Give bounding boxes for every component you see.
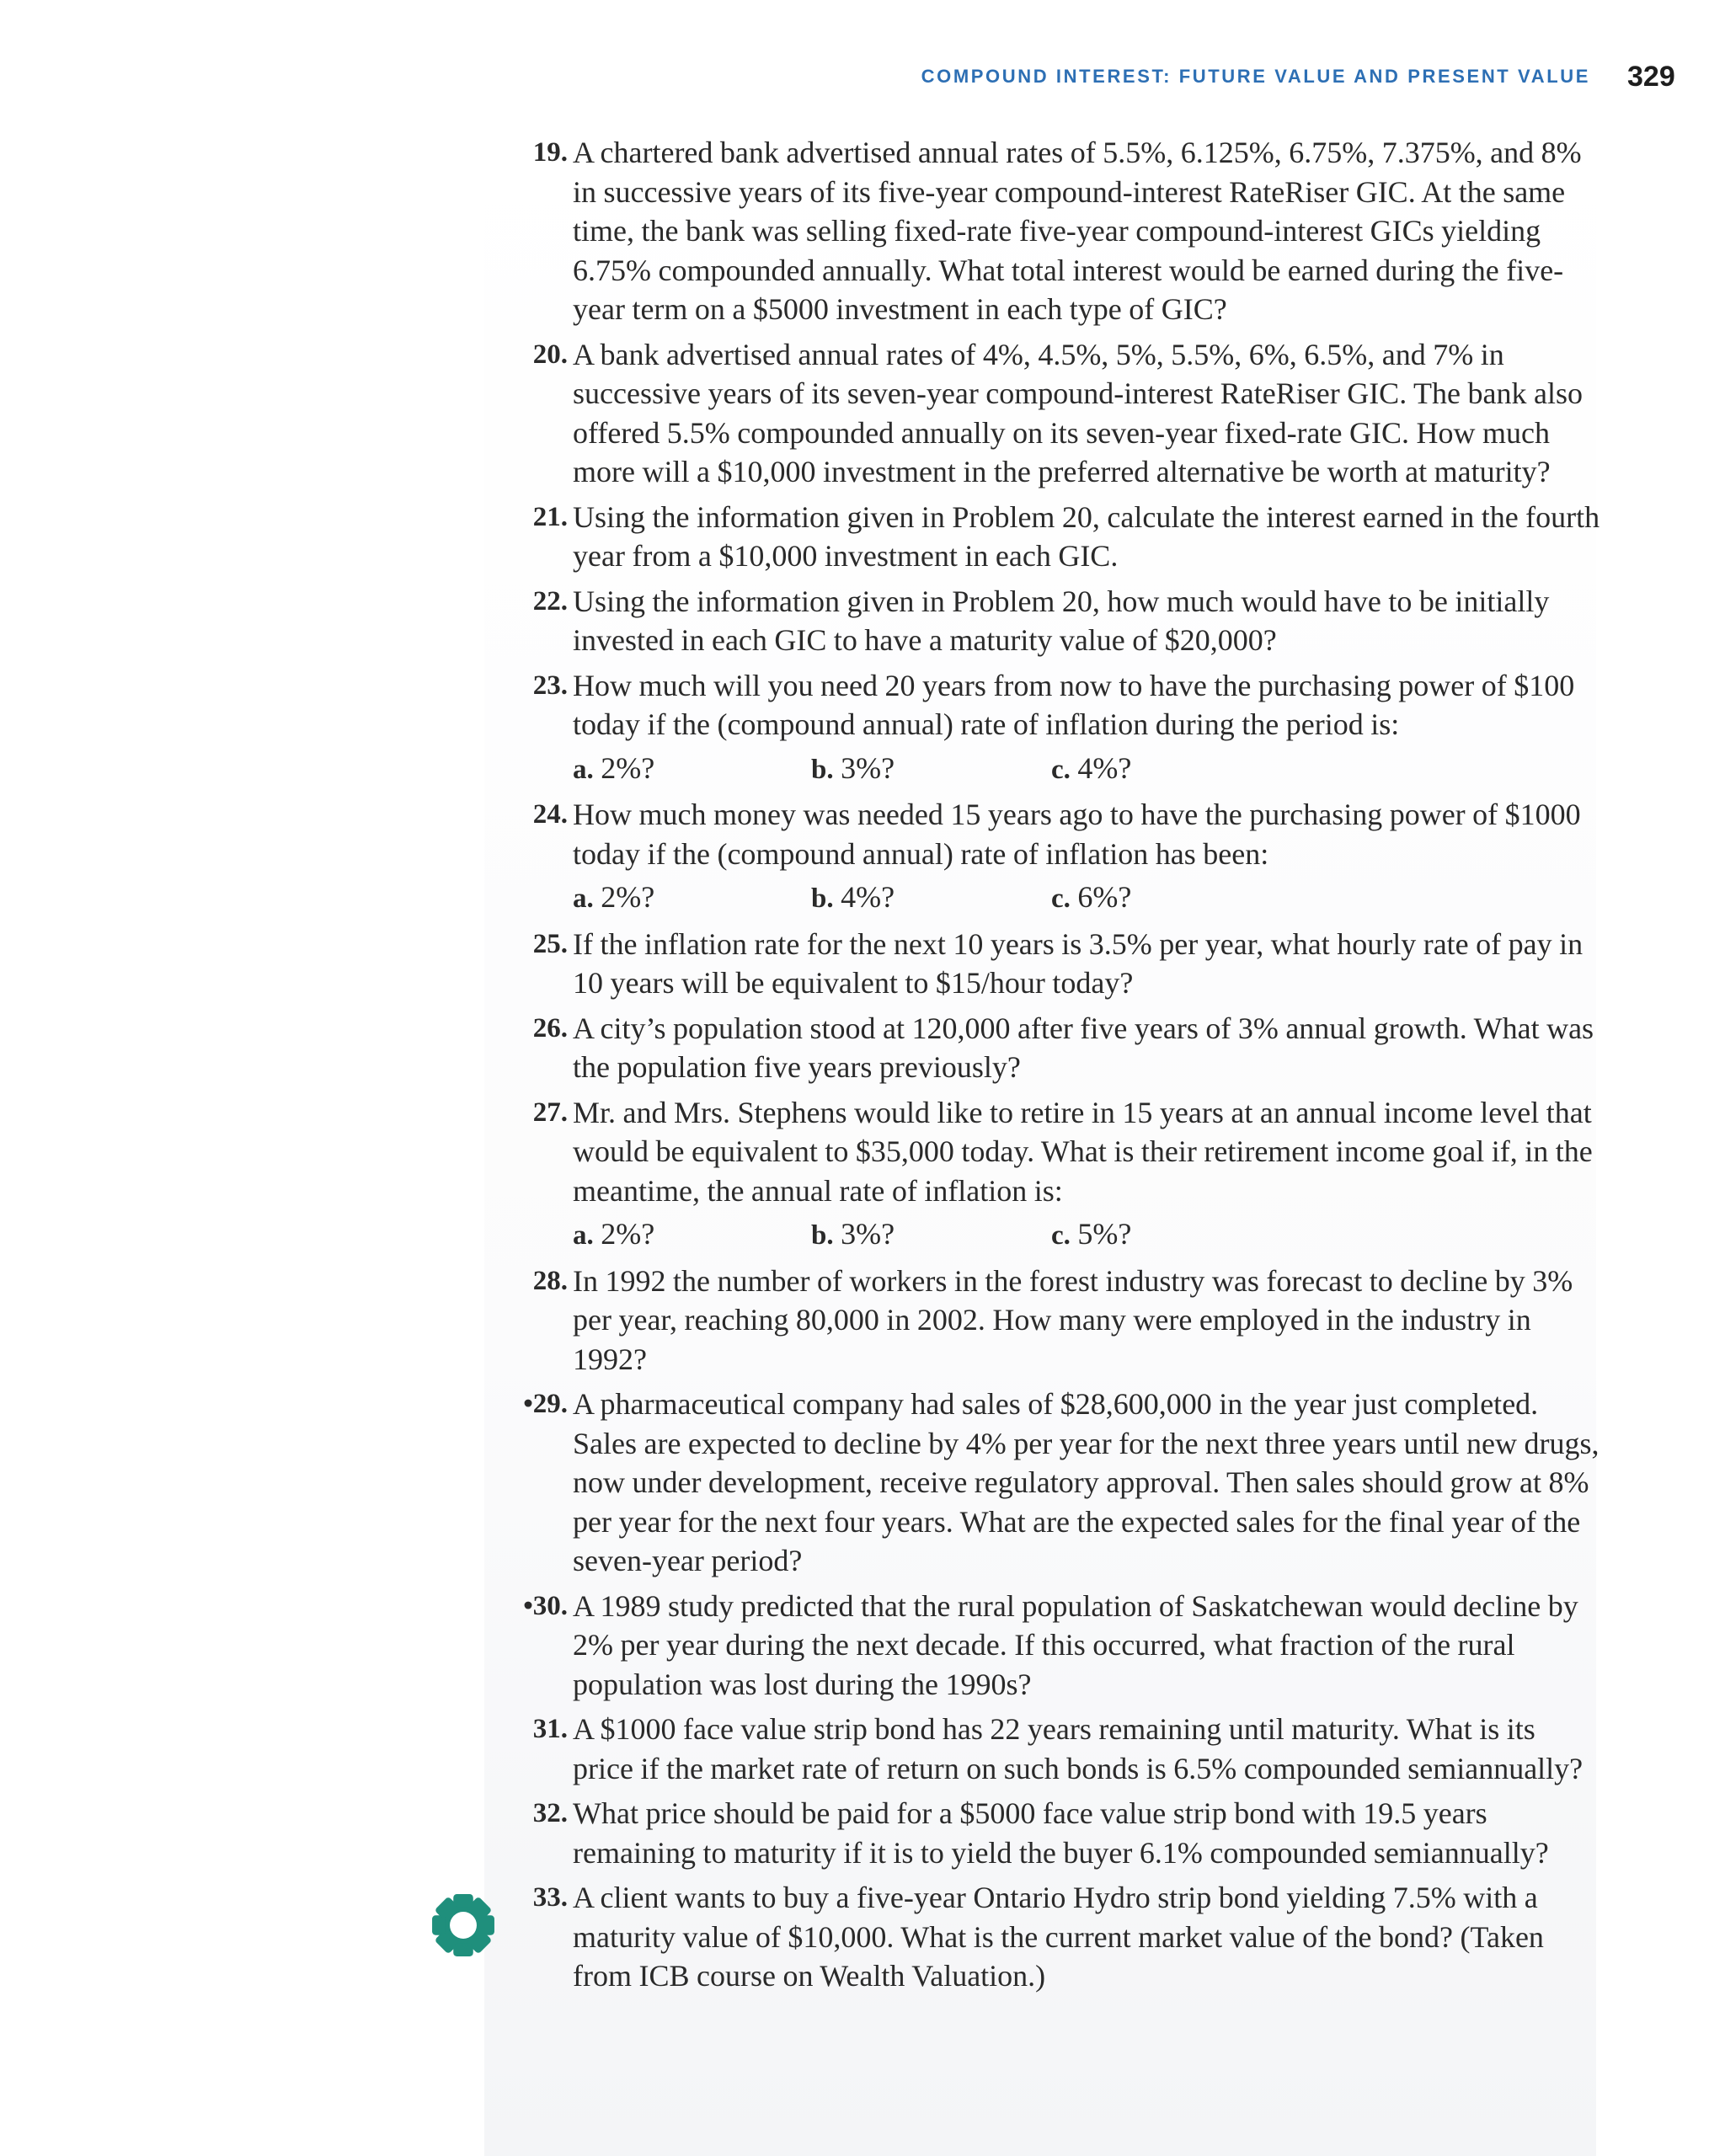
part-label: a. [573,1220,594,1251]
problem-item [0,582,1600,660]
problem-text: In 1992 the number of workers in the forest industry was forecast to decline by 3% per year, reaching 80,000 in 2002. How many were employed in the industry in 1992? [573,1263,1573,1376]
part-label: b. [811,1220,834,1251]
problem-number: 21. [532,501,568,532]
part-label: c. [1051,754,1071,785]
part-text: 2%? [601,1217,655,1251]
problem-number: 31. [532,1714,568,1744]
problem-number: 20. [532,339,568,370]
part-label: b. [811,883,834,914]
problem-item [0,666,1600,790]
problem-list [0,133,1600,2002]
problem-item [0,1710,1600,1788]
running-head: COMPOUND INTEREST: FUTURE VALUE AND PRESENT VALUE [921,66,1590,87]
problem-number: 28. [532,1265,568,1296]
problem-item [0,1587,1600,1705]
problem-number: 19. [532,137,568,168]
problem-item [0,795,1600,919]
problem-part [811,1214,1051,1256]
problem-item [0,1093,1600,1256]
part-text: 5%? [1077,1217,1132,1251]
part-text: 2%? [601,880,655,914]
part-label: a. [573,883,594,914]
page-number: 329 [1627,61,1675,93]
problem-parts [573,749,1600,790]
problem-part [573,749,811,790]
problem-text: A pharmaceutical company had sales of $28,600,000 in the year just completed. Sales are expected to decline by 4% per year for the next three years until new drugs, now under development, receive regulatory approval. Then sales should grow at 8% per year for the next four years. What are the expected sales for the final year of the seven-year period? [573,1387,1599,1577]
problem-number: 25. [532,928,568,959]
problem-item [0,335,1600,492]
problem-item [0,925,1600,1003]
part-text: 4%? [841,880,895,914]
problem-part [811,749,1051,790]
problem-number: 32. [532,1798,568,1828]
part-text: 6%? [1077,880,1132,914]
problem-text: If the inflation rate for the next 10 years is 3.5% per year, what hourly rate of pay in 10 years will be equivalent to $15/hour today? [573,926,1583,1000]
problem-text: How much money was needed 15 years ago to have the purchasing power of $1000 today if the (compound annual) rate of inflation has been: [573,798,1581,871]
problem-part [1051,878,1131,919]
problem-item [0,1262,1600,1380]
problem-item [0,1878,1600,1996]
problem-item [0,1009,1600,1087]
part-label: b. [811,754,834,785]
problem-text: Mr. and Mrs. Stephens would like to retire in 15 years at an annual income level that would be equivalent to $35,000 today. What is their retirement income goal if, in the meantime, the annual rate of inflation is: [573,1095,1593,1208]
problem-number: •30. [523,1590,568,1621]
problem-text: What price should be paid for a $5000 face value strip bond with 19.5 years remaining to maturity if it is to yield the buyer 6.1% compounded semiannually? [573,1796,1549,1870]
problem-text: A bank advertised annual rates of 4%, 4.5%, 5%, 5.5%, 6%, 6.5%, and 7% in successive years of its seven-year compound-interest RateRiser GIC. The bank also offered 5.5% compounded annually on its seven-year fixed-rate GIC. How much more will a $10,000 investment in the preferred alternative be worth at maturity? [573,337,1583,488]
problem-number: 26. [532,1012,568,1043]
part-text: 3%? [841,750,895,785]
problem-text: A chartered bank advertised annual rates of 5.5%, 6.125%, 6.75%, 7.375%, and 8% in successive years of its five-year compound-interest RateRiser GIC. At the same time, the bank was selling fixed-rate five-year compound-interest GICs yielding 6.75% compounded annually. What total interest would be earned during the five-year term on a $5000 investment in each type of GIC? [573,136,1582,326]
problem-number: 27. [532,1097,568,1128]
problem-number: 22. [532,585,568,616]
part-label: c. [1051,1220,1071,1251]
problem-text: A city’s population stood at 120,000 after five years of 3% annual growth. What was the population five years previously? [573,1011,1594,1084]
problem-item [0,133,1600,329]
problem-text: A client wants to buy a five-year Ontario Hydro strip bond yielding 7.5% with a maturity value of $10,000. What is the current market value of the bond? (Taken from ICB course on Wealth Valuation.) [573,1881,1544,1993]
problem-part [573,878,811,919]
problem-part [811,878,1051,919]
part-label: a. [573,754,594,785]
problem-item [0,1385,1600,1581]
gear-rosette-icon [428,1890,499,1961]
problem-part [1051,1214,1131,1256]
problem-parts [573,878,1600,919]
problem-part [573,1214,811,1256]
problem-number: 23. [532,670,568,701]
problem-item [0,498,1600,576]
part-text: 2%? [601,750,655,785]
problem-text: How much will you need 20 years from now to have the purchasing power of $100 today if the (compound annual) rate of inflation during the period is: [573,668,1575,741]
problem-parts [573,1214,1600,1256]
problem-text: A $1000 face value strip bond has 22 years remaining until maturity. What is its price if the market rate of return on such bonds is 6.5% compounded semiannually? [573,1712,1583,1785]
part-text: 3%? [841,1217,895,1251]
problem-number: 33. [532,1882,568,1913]
part-label: c. [1051,883,1071,914]
problem-item [0,1794,1600,1872]
problem-number: •29. [523,1389,568,1419]
problem-part [1051,749,1131,790]
problem-text: Using the information given in Problem 20, calculate the interest earned in the fourth year from a $10,000 investment in each GIC. [573,499,1600,573]
part-text: 4%? [1077,750,1132,785]
problem-text: Using the information given in Problem 20, how much would have to be initially invested in each GIC to have a maturity value of $20,000? [573,584,1550,657]
problem-number: 24. [532,799,568,830]
problem-text: A 1989 study predicted that the rural population of Saskatchewan would decline by 2% per year during the next decade. If this occurred, what fraction of the rural population was lost during the 1990s? [573,1588,1578,1701]
